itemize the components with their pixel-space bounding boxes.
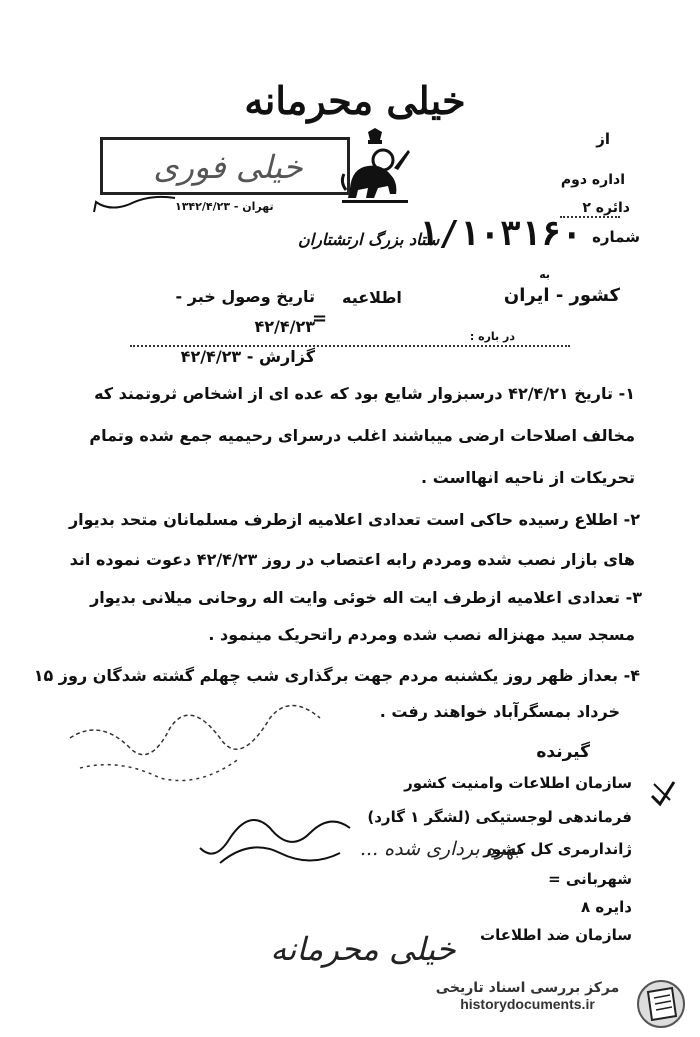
handwritten-scribble-icon [60,688,330,798]
initials-scribble-icon [90,190,180,220]
recipient-item: ژاندارمری کل کشور [483,840,632,858]
recipient-item: سازمان اطلاعات وامنیت کشور [404,774,632,792]
body-line: مسجد سید مهنزاله نصب شده ومردم راتحریک مینمود . [208,625,635,644]
recipient-item: فرماندهی لوجستیکی (لشگر ۱ گارد) [367,808,632,826]
body-line: ۲- اطلاع رسیده حاکی است تعدادی اعلامیه ازطرف مسلمانان متحد بدیوار [68,510,640,529]
watermark [425,980,630,1012]
council-label: ستاد بزرگ ارتشتاران [298,230,440,249]
receive-date: تاریخ وصول خبر - ۴۲/۴/۲۳ [175,287,315,336]
watermark-title: مرکز بررسی اسناد تاریخی [435,980,620,996]
handwritten-note: بهره برداری شده ... [360,838,521,860]
recipient-item: سازمان ضد اطلاعات [480,926,632,944]
country-label: کشور - ایران [503,285,620,306]
body-line: ۴- بعداز ظهر روز یکشنبه مردم جهت برگذاری شب چهلم گشته شدگان روز ۱۵ [33,666,640,685]
body-line: های بازار نصب شده ومردم رابه اعتصاب در روز ۴۲/۴/۲۳ دعوت نموده اند [69,550,635,569]
classification-footer: خیلی محرمانه [270,930,456,968]
equals-mark: = [312,308,328,329]
body-line: ۱- تاریخ ۴۲/۴/۲۱ درسبزوار شایع بود که عده ای از اشخاص ثروتمند که [94,384,635,403]
document-number: ۱/۱۰۳۱۶۰ [418,214,582,254]
number-label: شماره [592,228,640,246]
recipient-item: شهربانی = [548,870,632,888]
notice-label: اطلاعیه [342,288,402,307]
body-line: مخالف اصلاحات ارضی میباشند اغلب درسرای رحیمیه جمع شده وتمام [89,426,635,445]
checkmark-icon [648,778,678,808]
report-date: گزارش - ۴۲/۴/۲۳ [180,347,315,366]
classification-heading: خیلی محرمانه [244,78,466,123]
recipient-item: دایره ۸ [580,898,632,916]
body-line: ۳- تعدادی اعلامیه ازطرف ایت اله خوئی وایت اله روحانی میلانی بدیوار [90,588,642,607]
body-line: خرداد بمسگرآباد خواهند رفت . [379,702,620,721]
watermark-url: historydocuments.ir [460,996,595,1012]
department-label: دائره ۲ [582,200,630,216]
recipients-title: گیرنده [536,742,590,762]
body-line: تحریکات از ناحیه انهااست . [421,468,635,487]
office-label: اداره دوم [560,172,625,188]
about-label: در باره : [469,330,515,343]
about-dotted-line [130,345,570,347]
urgent-stamp-text: خیلی فوری [153,148,303,186]
archive-logo-icon [632,978,690,1030]
dates-block [120,282,315,372]
to-label: به [539,268,550,281]
stamp-date-text: تهران - ۱۳۴۲/۴/۲۳ [175,200,274,213]
signature-icon [190,808,360,878]
from-label: از [596,130,610,148]
